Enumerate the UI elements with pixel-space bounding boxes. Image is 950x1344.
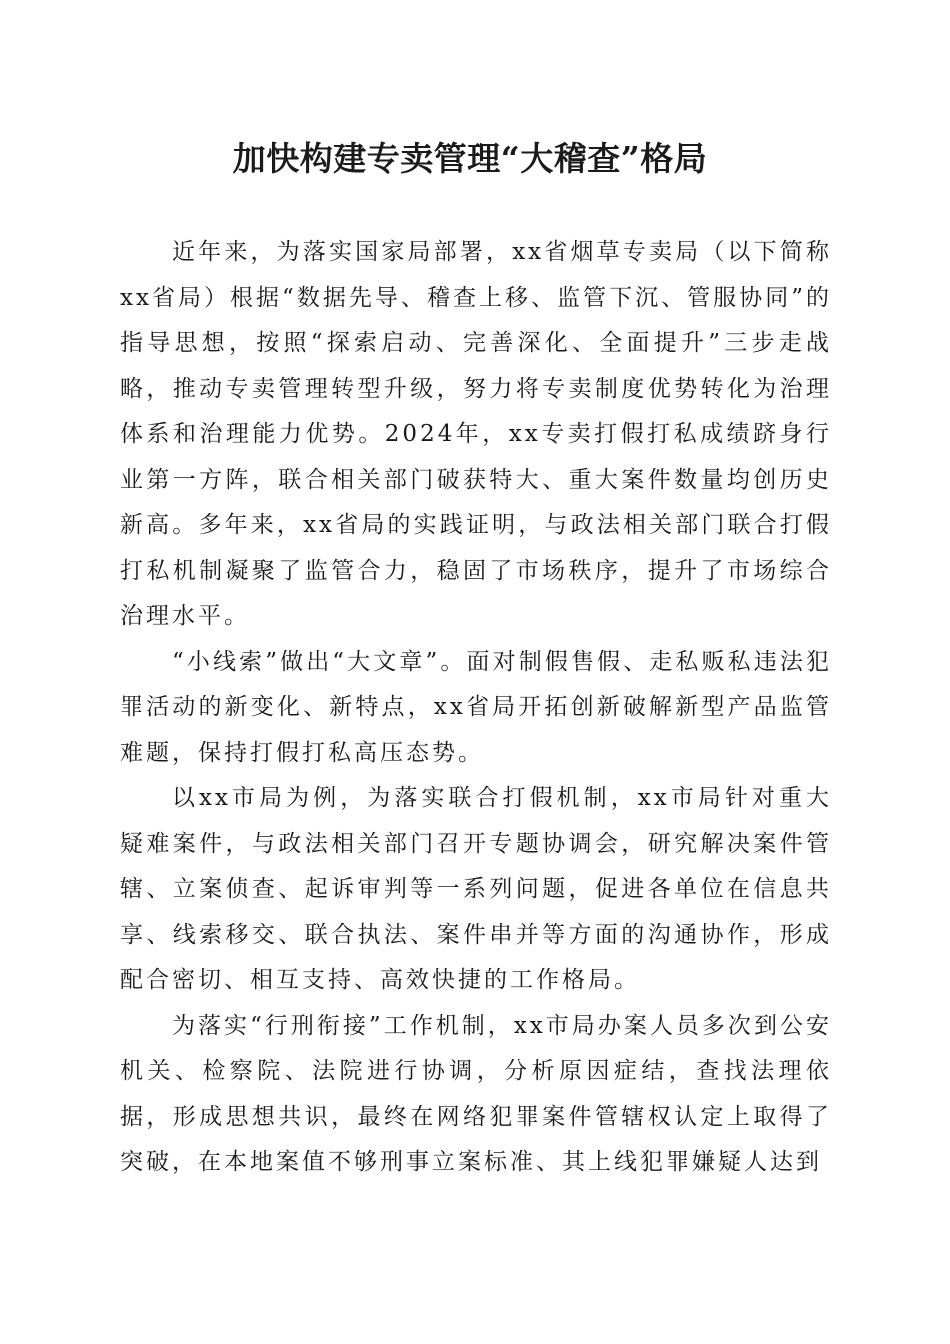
paragraph-3: 以xx市局为例，为落实联合打假机制，xx市局针对重大疑难案件，与政法相关部门召开专题协调会，研究解决案件管辖、立案侦查、起诉审判等一系列问题，促进各单位在信息共享、线索移交、联合执法、案件串并等方面的沟通协作，形成配合密切、相互支持、高效快捷的工作格局。	[120, 785, 832, 993]
paragraph-4: 为落实“行刑衔接”工作机制，xx市局办案人员多次到公安机关、检察院、法院进行协调，分析原因症结，查找法理依据，形成思想共识，最终在网络犯罪案件管辖权认定上取得了突破，在本地案值不够刑事立案标准、其上线犯罪嫌疑人达到	[120, 1012, 832, 1175]
document-body	[120, 230, 832, 1186]
paragraph-2: “小线索”做出“大文章”。面对制假售假、走私贩私违法犯罪活动的新变化、新特点，xx省局开拓创新破解新型产品监管难题，保持打假打私高压态势。	[120, 648, 832, 766]
paragraph-1: 近年来，为落实国家局部署，xx省烟草专卖局（以下简称xx省局）根据“数据先导、稽查上移、监管下沉、管服协同”的指导思想，按照“探索启动、完善深化、全面提升”三步走战略，推动专卖管理转型升级，努力将专卖制度优势转化为治理体系和治理能力优势。2024年，xx专卖打假打私成绩跻身行业第一方阵，联合相关部门破获特大、重大案件数量均创历史新高。多年来，xx省局的实践证明，与政法相关部门联合打假打私机制凝聚了监管合力，稳固了市场秩序，提升了市场综合治理水平。	[120, 239, 832, 629]
document-title: 加快构建专卖管理“大稽查”格局	[232, 139, 708, 178]
